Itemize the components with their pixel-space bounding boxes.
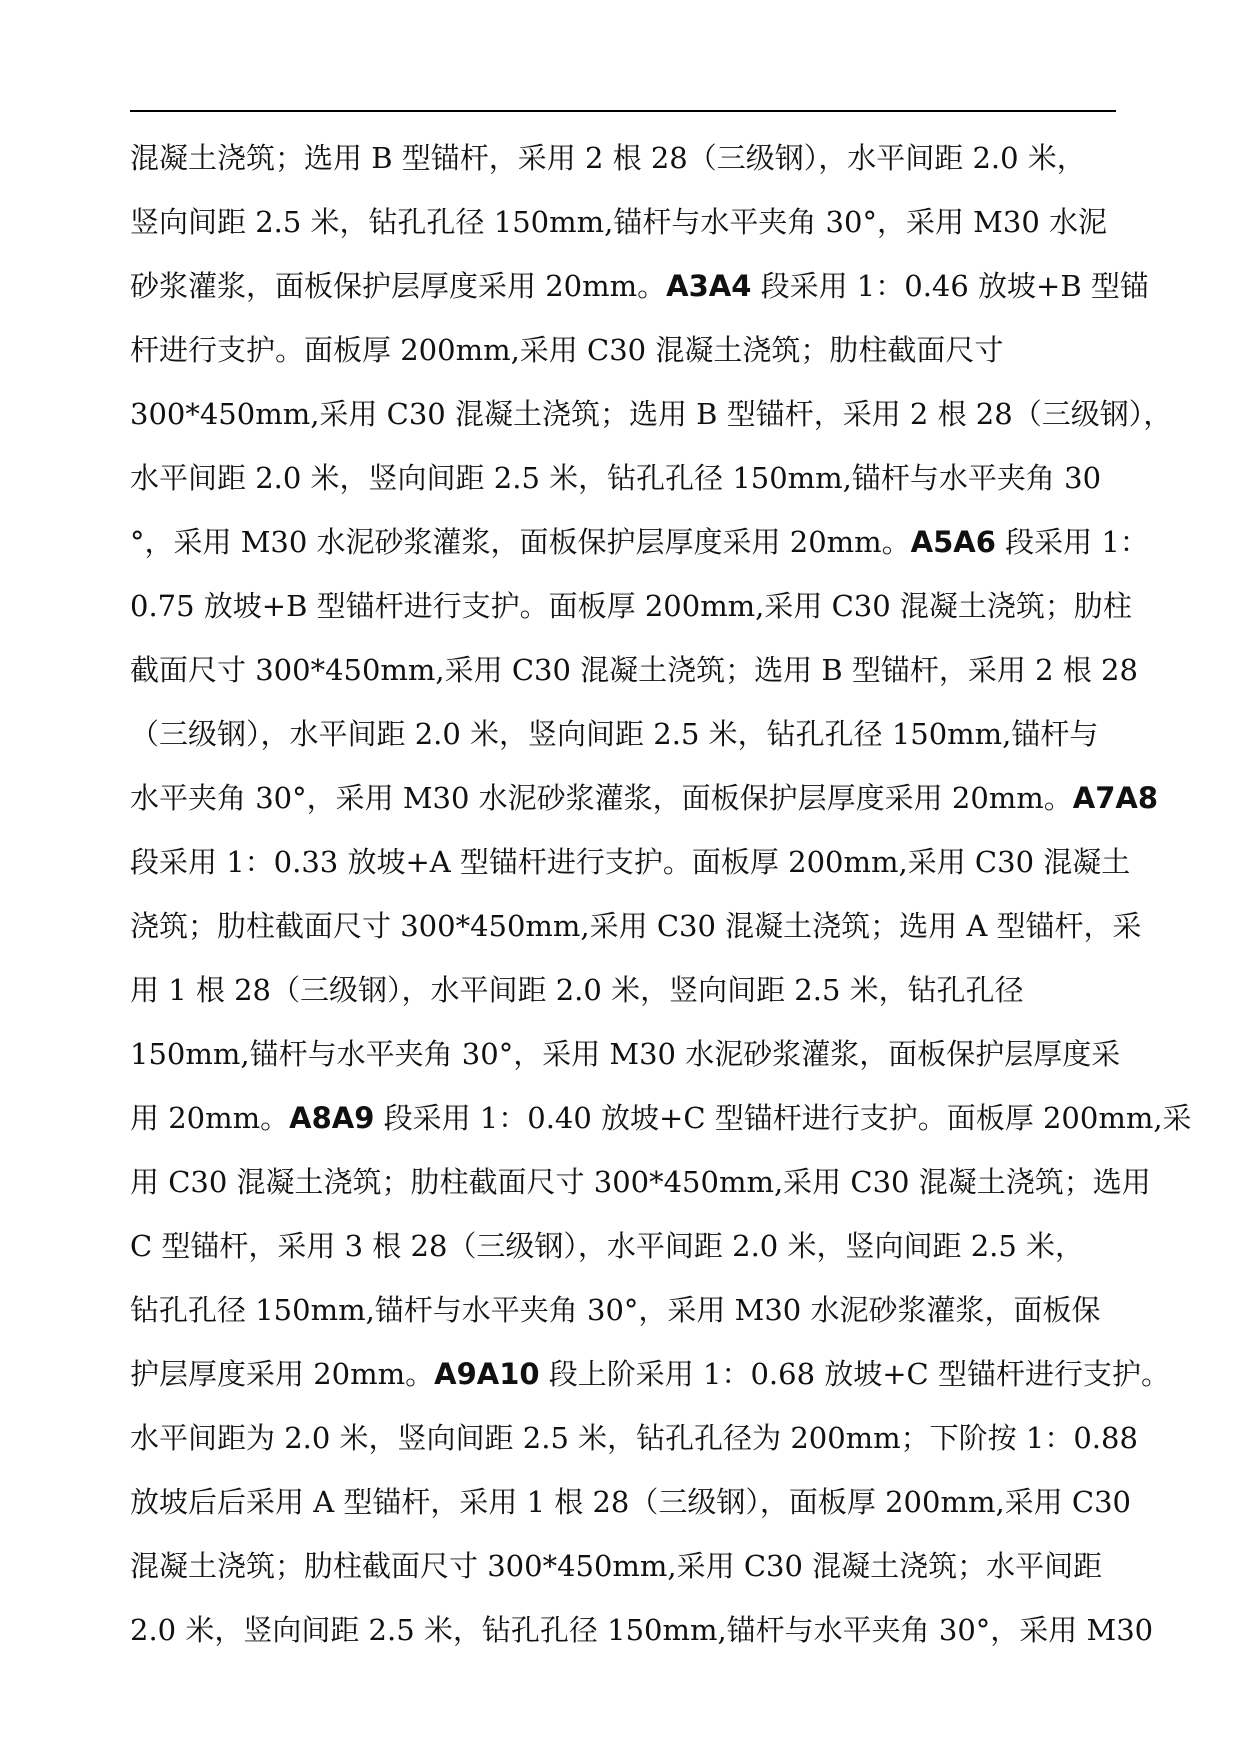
text-line	[130, 254, 1149, 318]
header-rule	[130, 110, 1116, 112]
section-label: A9A10	[434, 1357, 540, 1391]
text-segment: 护层厚度采用 20mm。	[130, 1357, 435, 1391]
text-line	[130, 1342, 1170, 1406]
text-segment: 300*450mm,采用 C30 混凝土浇筑；选用 B 型锚杆，采用 2 根 28（三级钢），	[130, 397, 1173, 431]
section-label: A7A8	[1072, 781, 1159, 815]
text-line	[130, 1406, 1138, 1470]
text-line	[130, 318, 1116, 382]
section-label: A3A4	[666, 269, 752, 303]
text-segment: °，采用 M30 水泥砂浆灌浆，面板保护层厚度采用 20mm。	[130, 525, 911, 559]
text-line	[130, 574, 1132, 638]
section-label: A8A9	[289, 1101, 375, 1135]
text-segment: 杆进行支护。面板厚 200mm,采用 C30 混凝土浇筑；肋柱截面尺寸	[130, 333, 1004, 367]
text-line	[130, 126, 1116, 190]
text-segment: 混凝土浇筑；选用 B 型锚杆，采用 2 根 28（三级钢），水平间距 2.0 米，	[130, 141, 1086, 175]
text-segment: 段上阶采用 1：0.68 放坡+C 型锚杆进行支护。	[539, 1357, 1170, 1391]
text-line	[130, 1598, 1154, 1662]
text-segment: 段采用 1：0.33 放坡+A 型锚杆进行支护。面板厚 200mm,采用 C30 混凝土	[130, 845, 1131, 879]
text-segment: 水平夹角 30°，采用 M30 水泥砂浆灌浆，面板保护层厚度采用 20mm。	[130, 781, 1073, 815]
text-line	[130, 1214, 1116, 1278]
text-segment: 混凝土浇筑；肋柱截面尺寸 300*450mm,采用 C30 混凝土浇筑；水平间距	[130, 1549, 1103, 1583]
text-segment: 段采用 1：	[995, 525, 1149, 559]
text-line	[130, 1150, 1151, 1214]
section-label: A5A6	[910, 525, 996, 559]
text-segment: 截面尺寸 300*450mm,采用 C30 混凝土浇筑；选用 B 型锚杆，采用 2 根 28	[130, 653, 1138, 687]
text-line	[130, 1086, 1192, 1150]
text-segment: 水平间距 2.0 米，竖向间距 2.5 米，钻孔孔径 150mm,锚杆与水平夹角 30	[130, 461, 1102, 495]
text-line	[130, 446, 1116, 510]
text-segment: 砂浆灌浆，面板保护层厚度采用 20mm。	[130, 269, 667, 303]
text-line	[130, 830, 1131, 894]
text-segment: C 型锚杆，采用 3 根 28（三级钢），水平间距 2.0 米，竖向间距 2.5 米，	[130, 1229, 1085, 1263]
text-segment: 段采用 1：0.46 放坡+B 型锚	[751, 269, 1149, 303]
text-segment: 段采用 1：0.40 放坡+C 型锚杆进行支护。面板厚 200mm,采	[374, 1101, 1192, 1135]
text-line	[130, 1534, 1116, 1598]
text-segment: 用 20mm。	[130, 1101, 290, 1135]
text-line	[130, 1278, 1116, 1342]
text-line	[130, 190, 1116, 254]
text-segment: （三级钢），水平间距 2.0 米，竖向间距 2.5 米，钻孔孔径 150mm,锚杆与	[130, 717, 1099, 751]
text-line	[130, 1022, 1121, 1086]
text-segment: 用 1 根 28（三级钢），水平间距 2.0 米，竖向间距 2.5 米，钻孔孔径	[130, 973, 1024, 1007]
text-segment: 0.75 放坡+B 型锚杆进行支护。面板厚 200mm,采用 C30 混凝土浇筑；肋柱	[130, 589, 1132, 623]
text-segment: 放坡后后采用 A 型锚杆，采用 1 根 28（三级钢），面板厚 200mm,采用 C30	[130, 1485, 1131, 1519]
text-line	[130, 702, 1116, 766]
text-segment: 浇筑；肋柱截面尺寸 300*450mm,采用 C30 混凝土浇筑；选用 A 型锚杆，采	[130, 909, 1142, 943]
text-line	[130, 510, 1149, 574]
text-line	[130, 894, 1142, 958]
body-text	[130, 126, 1192, 1662]
text-line	[130, 766, 1159, 830]
text-line	[130, 1470, 1131, 1534]
text-line	[130, 958, 1116, 1022]
text-segment: 2.0 米，竖向间距 2.5 米，钻孔孔径 150mm,锚杆与水平夹角 30°，采用 M30	[130, 1613, 1154, 1647]
text-segment: 150mm,锚杆与水平夹角 30°，采用 M30 水泥砂浆灌浆，面板保护层厚度采	[130, 1037, 1121, 1071]
text-line	[130, 382, 1173, 446]
text-segment: 水平间距为 2.0 米，竖向间距 2.5 米，钻孔孔径为 200mm；下阶按 1：0.88	[130, 1421, 1138, 1455]
text-segment: 竖向间距 2.5 米，钻孔孔径 150mm,锚杆与水平夹角 30°，采用 M30 水泥	[130, 205, 1107, 239]
text-segment: 钻孔孔径 150mm,锚杆与水平夹角 30°，采用 M30 水泥砂浆灌浆，面板保	[130, 1293, 1101, 1327]
text-line	[130, 638, 1138, 702]
text-segment: 用 C30 混凝土浇筑；肋柱截面尺寸 300*450mm,采用 C30 混凝土浇筑；选用	[130, 1165, 1151, 1199]
